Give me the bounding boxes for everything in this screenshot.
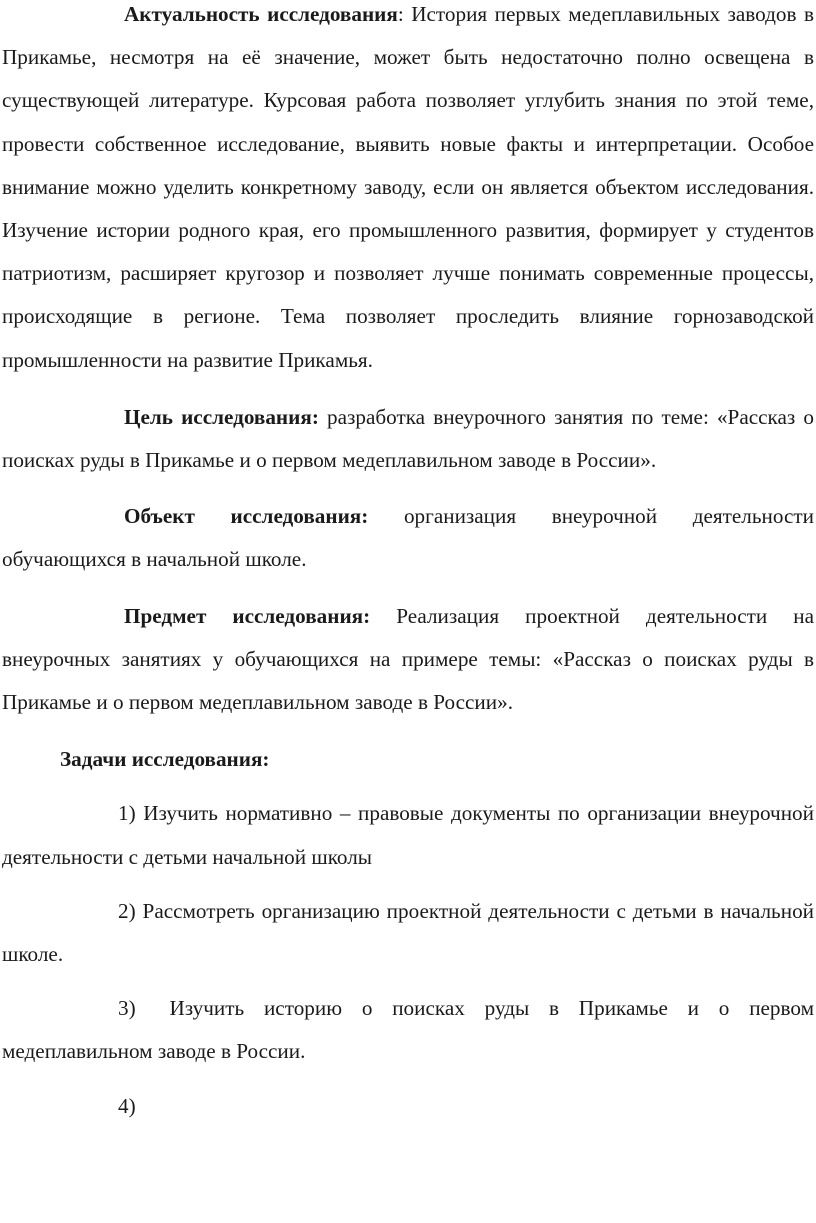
task-text-2: Рассмотреть организацию проектной деятельности с детьми в начальной школе. bbox=[2, 898, 814, 967]
subject-heading: Предмет исследования: bbox=[124, 603, 371, 628]
relevance-heading: Актуальность исследования bbox=[124, 2, 398, 26]
tasks-heading: Задачи исследования: bbox=[60, 747, 270, 772]
relevance-text: История первых медеплавильных заводов в Прикамье, несмотря на её значение, может быть недостаточно полно освещена в существующей литературе. Курсовая работа позволяет углубить знания по этой теме, провести собственное исследование, выявить новые факты и интерпретации. Особое внимание можно уделить конкретному заводу, если он является объектом исследования. Изучение истории родного края, его промышленного развития, формирует у студентов патриотизм, расширяет кругозор и позволяет лучше понимать современные процессы, происходящие в регионе. Тема позволяет проследить влияние горнозаводской промышленности на развитие Прикамья. bbox=[2, 2, 814, 372]
relevance-separator: : bbox=[397, 2, 404, 26]
goal-text: разработка внеурочного занятия по теме: «Рассказ о поисках руды в Прикамье и о первом медеплавильном заводе в России». bbox=[2, 404, 814, 473]
task-item-1 bbox=[2, 792, 814, 878]
task-item-2 bbox=[2, 890, 814, 976]
goal-paragraph bbox=[2, 396, 814, 482]
relevance-paragraph bbox=[2, 0, 814, 382]
task-number-1: 1) bbox=[118, 801, 136, 826]
object-paragraph bbox=[2, 495, 814, 581]
task-number-3: 3) bbox=[118, 996, 136, 1021]
tasks-heading-paragraph bbox=[2, 738, 814, 781]
object-text: организация внеурочной деятельности обучающихся в начальной школе. bbox=[2, 504, 815, 572]
task-text-3: Изучить историю о поисках руды в Прикамье и о первом медеплавильном заводе в России. bbox=[2, 996, 814, 1064]
task-number-4: 4) bbox=[118, 1093, 136, 1118]
task-item-3 bbox=[2, 987, 814, 1073]
task-text-1: Изучить нормативно – правовые документы по организации внеурочной деятельности с детьми начальной школы bbox=[2, 801, 814, 869]
task-item-4 bbox=[2, 1085, 814, 1128]
task-number-2: 2) bbox=[118, 898, 136, 923]
subject-paragraph bbox=[2, 595, 814, 725]
goal-heading: Цель исследования: bbox=[124, 404, 319, 429]
object-heading: Объект исследования: bbox=[124, 504, 369, 529]
subject-text: Реализация проектной деятельности на внеурочных занятиях у обучающихся на примере темы: «Рассказ о поисках руды в Прикамье и о первом медеплавильном заводе в России». bbox=[2, 603, 814, 715]
